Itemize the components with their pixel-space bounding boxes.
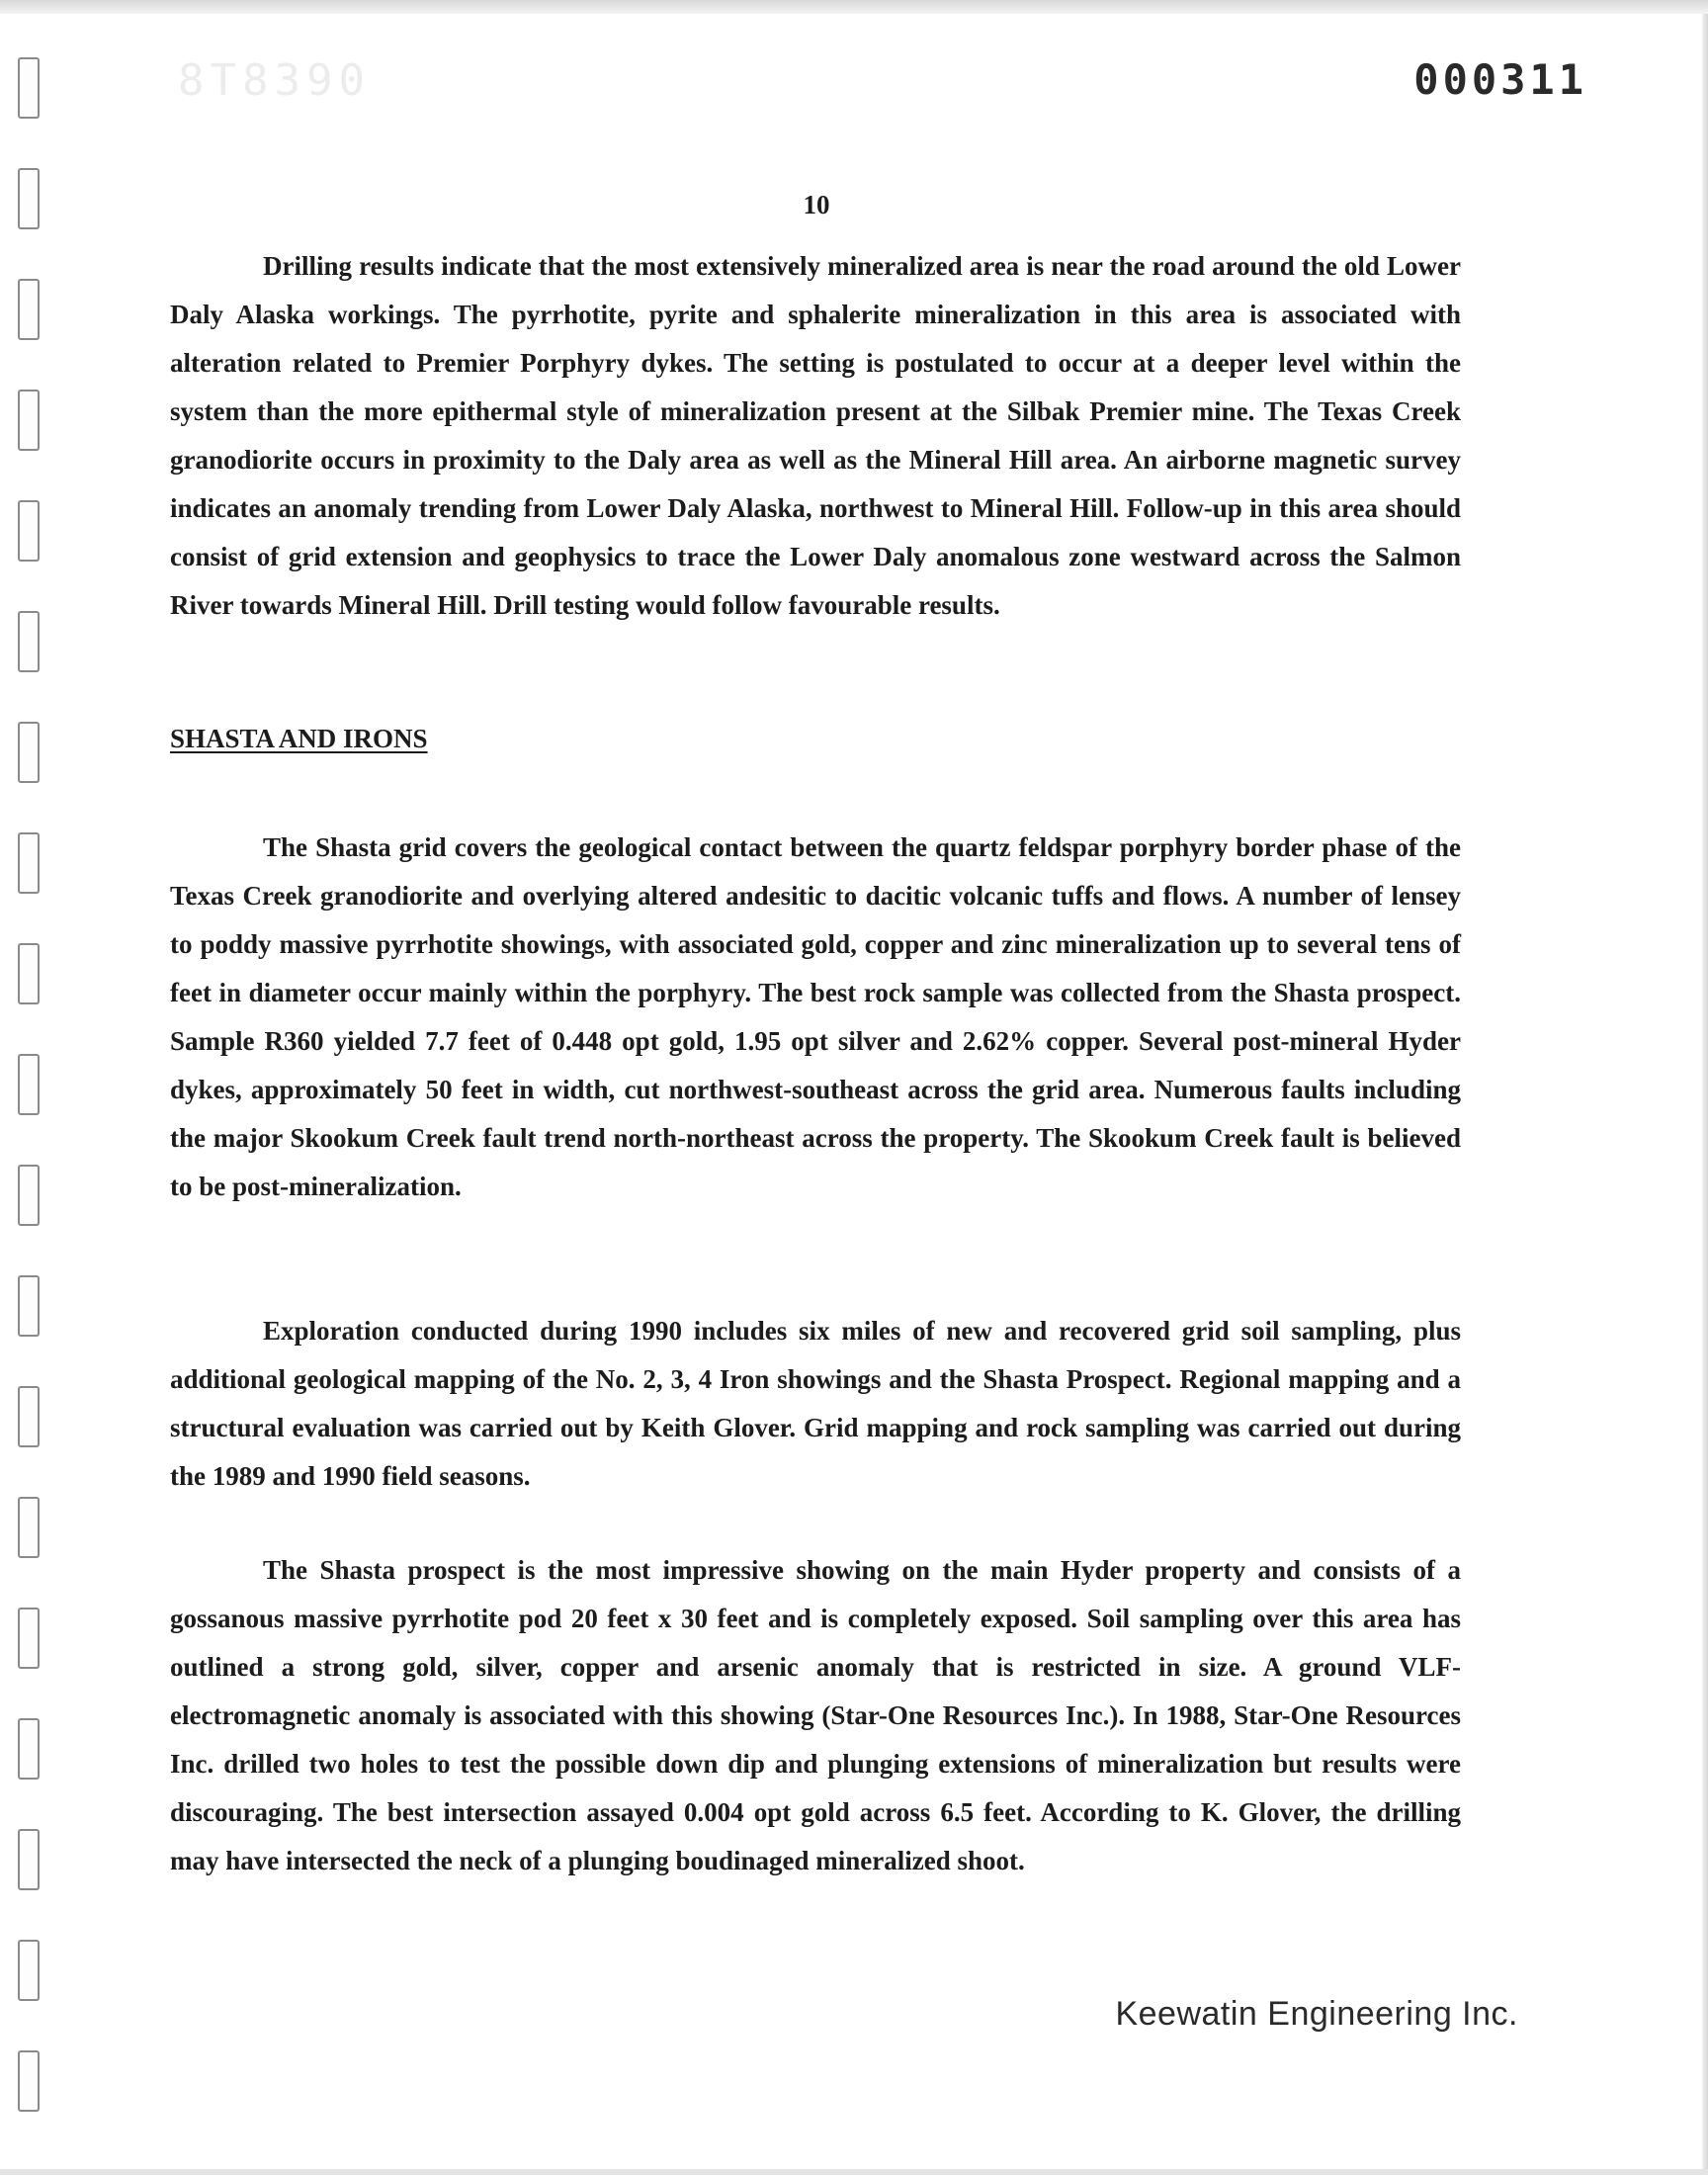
page-bottom-edge [0,2169,1708,2175]
page-top-edge [0,0,1708,14]
binder-hole [18,722,40,783]
binder-hole [18,611,40,672]
faded-stamp-number: 8T8390 [178,55,371,106]
binder-hole [18,1386,40,1447]
paragraph-exploration [170,1307,1461,1501]
page-number: 10 [803,190,830,219]
company-logo-text: Keewatin Engineering Inc. [1115,1995,1518,2033]
binder-hole [18,390,40,451]
paragraph-daly [170,242,1461,630]
section-heading: SHASTA AND IRONS [170,724,428,753]
paragraph-text: Exploration conducted during 1990 includes six miles of new and recovered grid soil sampling, plus additional geological mapping of the No. 2, 3, 4 Iron showings and the Shasta Prospect. Regional mapping and a structural evaluation was carried out by Keith Glover. Grid mapping and rock sampling was carried out during the 1989 and 1990 field seasons. [170,1316,1461,1491]
paragraph-shasta-prospect [170,1546,1461,1885]
binder-hole [18,1165,40,1226]
binder-hole [18,1718,40,1780]
paragraph-shasta-grid [170,824,1461,1211]
binder-hole [18,832,40,894]
binder-hole [18,500,40,562]
page-right-edge [1702,14,1708,2175]
paragraph-text: Drilling results indicate that the most extensively mineralized area is near the road around the old Lower Daly Alaska workings. The pyrrhotite, pyrite and sphalerite mineralization in this area is associated with alteration related to Premier Porphyry dykes. The setting is postulated to occur at a deeper level within the system than the more epithermal style of mineralization present at the Silbak Premier mine. The Texas Creek granodiorite occurs in proximity to the Daly area as well as the Mineral Hill area. An airborne magnetic survey indicates an anomaly trending from Lower Daly Alaska, northwest to Mineral Hill. Follow-up in this area should consist of grid extension and geophysics to trace the Lower Daly anomalous zone westward across the Salmon River towards Mineral Hill. Drill testing would follow favourable results. [170,251,1461,620]
binder-hole [18,1275,40,1337]
binder-hole [18,1608,40,1669]
binder-hole [18,943,40,1004]
binder-hole [18,1054,40,1115]
paragraph-text: The Shasta prospect is the most impressive showing on the main Hyder property and consists of a gossanous massive pyrrhotite pod 20 feet x 30 feet and is completely exposed. Soil sampling over this area has outlined a strong gold, silver, copper and arsenic anomaly that is restricted in size. A ground VLF-electromagnetic anomaly is associated with this showing (Star-One Resources Inc.). In 1988, Star-One Resources Inc. drilled two holes to test the possible down dip and plunging extensions of mineralization but results were discouraging. The best intersection assayed 0.004 opt gold across 6.5 feet. According to K. Glover, the drilling may have intersected the neck of a plunging boudinaged mineralized shoot. [170,1555,1461,1875]
binder-hole [18,279,40,340]
paragraph-text: The Shasta grid covers the geological contact between the quartz feldspar porphyry border phase of the Texas Creek granodiorite and overlying altered andesitic to dacitic volcanic tuffs and flows. A number of lensey to poddy massive pyrrhotite showings, with associated gold, copper and zinc mineralization up to several tens of feet in diameter occur mainly within the porphyry. The best rock sample was collected from the Shasta prospect. Sample R360 yielded 7.7 feet of 0.448 opt gold, 1.95 opt silver and 2.62% copper. Several post-mineral Hyder dykes, approximately 50 feet in width, cut northwest-southeast across the grid area. Numerous faults including the major Skookum Creek fault trend north-northeast across the property. The Skookum Creek fault is believed to be post-mineralization. [170,832,1461,1201]
binder-hole [18,1497,40,1558]
binder-hole [18,57,40,119]
binder-hole [18,2050,40,2112]
binder-hole [18,1940,40,2001]
document-number: 000311 [1413,55,1587,104]
binder-holes [18,57,51,2161]
binder-hole [18,1829,40,1890]
